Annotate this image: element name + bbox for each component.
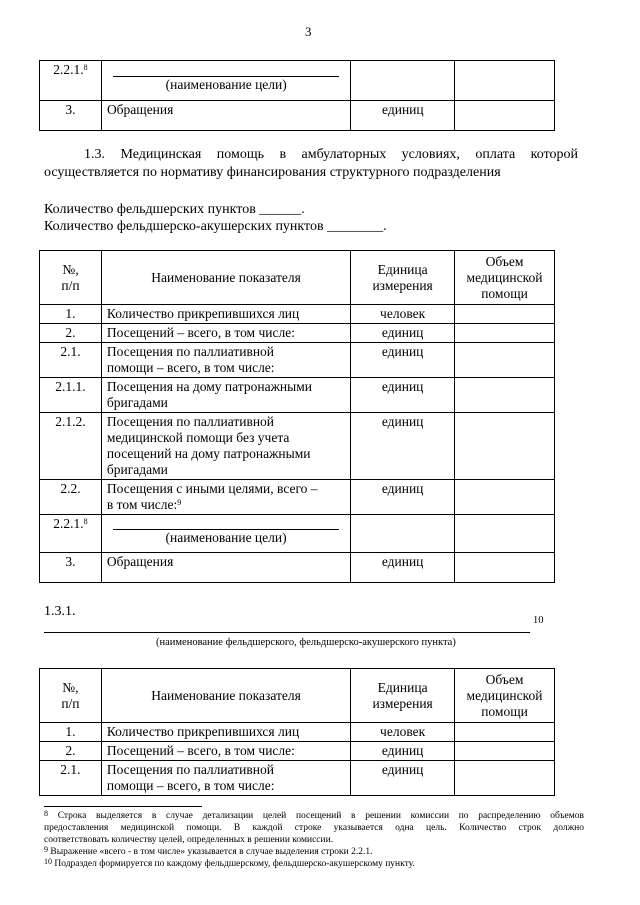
table-row: 2. Посещений – всего, в том числе: единиц [40, 324, 555, 343]
indicator-name: Обращения [101, 101, 351, 131]
table-main [39, 250, 555, 583]
table-row: 2.2.1.$^8$ (наименование цели) [40, 515, 555, 553]
header-name: Наименование показателя [101, 251, 350, 305]
facility-name-line [44, 632, 530, 633]
header-volume: Объем медицинской помощи [455, 251, 555, 305]
table-row [40, 101, 555, 131]
unit: единиц [351, 101, 455, 131]
table-row: 2. Посещений – всего, в том числе: единиц [40, 742, 555, 761]
table-row: 1. Количество прикрепившихся лиц человек [40, 723, 555, 742]
goal-name-cell [101, 61, 351, 101]
table-row [40, 61, 555, 101]
footnote-9: $^9$ Выражение «всего - в том числе» указывается в случае выделения строки 2.2.1. [44, 845, 373, 857]
count-feldsher-obstetric: Количество фельдшерско-акушерских пунктов ________. [44, 219, 387, 234]
row-number: 3. [40, 101, 102, 131]
table-top [39, 60, 555, 131]
footnote-ref-10: 10 [533, 615, 544, 626]
table-header: №, п/п Наименование показателя Единица измерения Объем медицинской помощи [40, 669, 555, 723]
table-row: 2.1.2. Посещения по паллиативной медицинской помощи без учета посещений на дому патронажными бригадами единиц [40, 413, 555, 480]
table-row: 2.1.1. Посещения на дому патронажными бригадами единиц [40, 378, 555, 413]
table-row: 2.1. Посещения по паллиативной помощи – всего, в том числе: единиц [40, 343, 555, 378]
header-unit: Единица измерения [351, 251, 455, 305]
section-1-3-line2: осуществляется по нормативу финансирования структурного подразделения [44, 165, 501, 180]
table-row: 2.2. Посещения с иными целями, всего – в том числе:$^9$ единиц [40, 480, 555, 515]
table-row: 3. Обращения единиц [40, 553, 555, 583]
footnote-separator [44, 806, 202, 807]
header-number: №, п/п [40, 251, 102, 305]
footnote-8: $^8$ Строка выделяется в случае детализации целей посещений в решении комиссии по распределению объемов [44, 809, 585, 821]
count-feldsher: Количество фельдшерских пунктов ______. [44, 202, 305, 217]
section-1-3-1-label: 1.3.1. [44, 604, 76, 619]
goal-caption: (наименование цели) [165, 77, 287, 92]
table-bottom [39, 668, 555, 796]
footnotes: $^8$ Строка выделяется в случае детализации целей посещений в решении комиссии по распределению объемов предоставления медицинской помощи. В каждой строке указывается одна цель. Количество строк должно соответствовать количеству целей, определенных в решении комиссии. $^9$ Выражение «всего - в том числе» указывается в случае выделения строки 2.2.1. $^{10}$ Подраздел формируется по каждому фельдшерскому, фельдшерско-акушерскому пункту. [44, 809, 585, 869]
footnote-10: $^{10}$ Подраздел формируется по каждому фельдшерскому, фельдшерско-акушерскому пункту. [44, 857, 415, 869]
table-row: 2.1. Посещения по паллиативной помощи – всего, в том числе: единиц [40, 761, 555, 796]
section-1-3-line1: 1.3. Медицинская помощь в амбулаторных условиях, оплата которой [84, 147, 578, 162]
row-number: 2.2.1.$^8$ [40, 61, 102, 101]
goal-caption: (наименование цели) [165, 530, 287, 545]
facility-caption: (наименование фельдшерского, фельдшерско-акушерского пункта) [156, 637, 456, 648]
table-header [40, 251, 555, 305]
page-number: 3 [305, 24, 312, 39]
table-row: 1. Количество прикрепившихся лиц человек [40, 305, 555, 324]
